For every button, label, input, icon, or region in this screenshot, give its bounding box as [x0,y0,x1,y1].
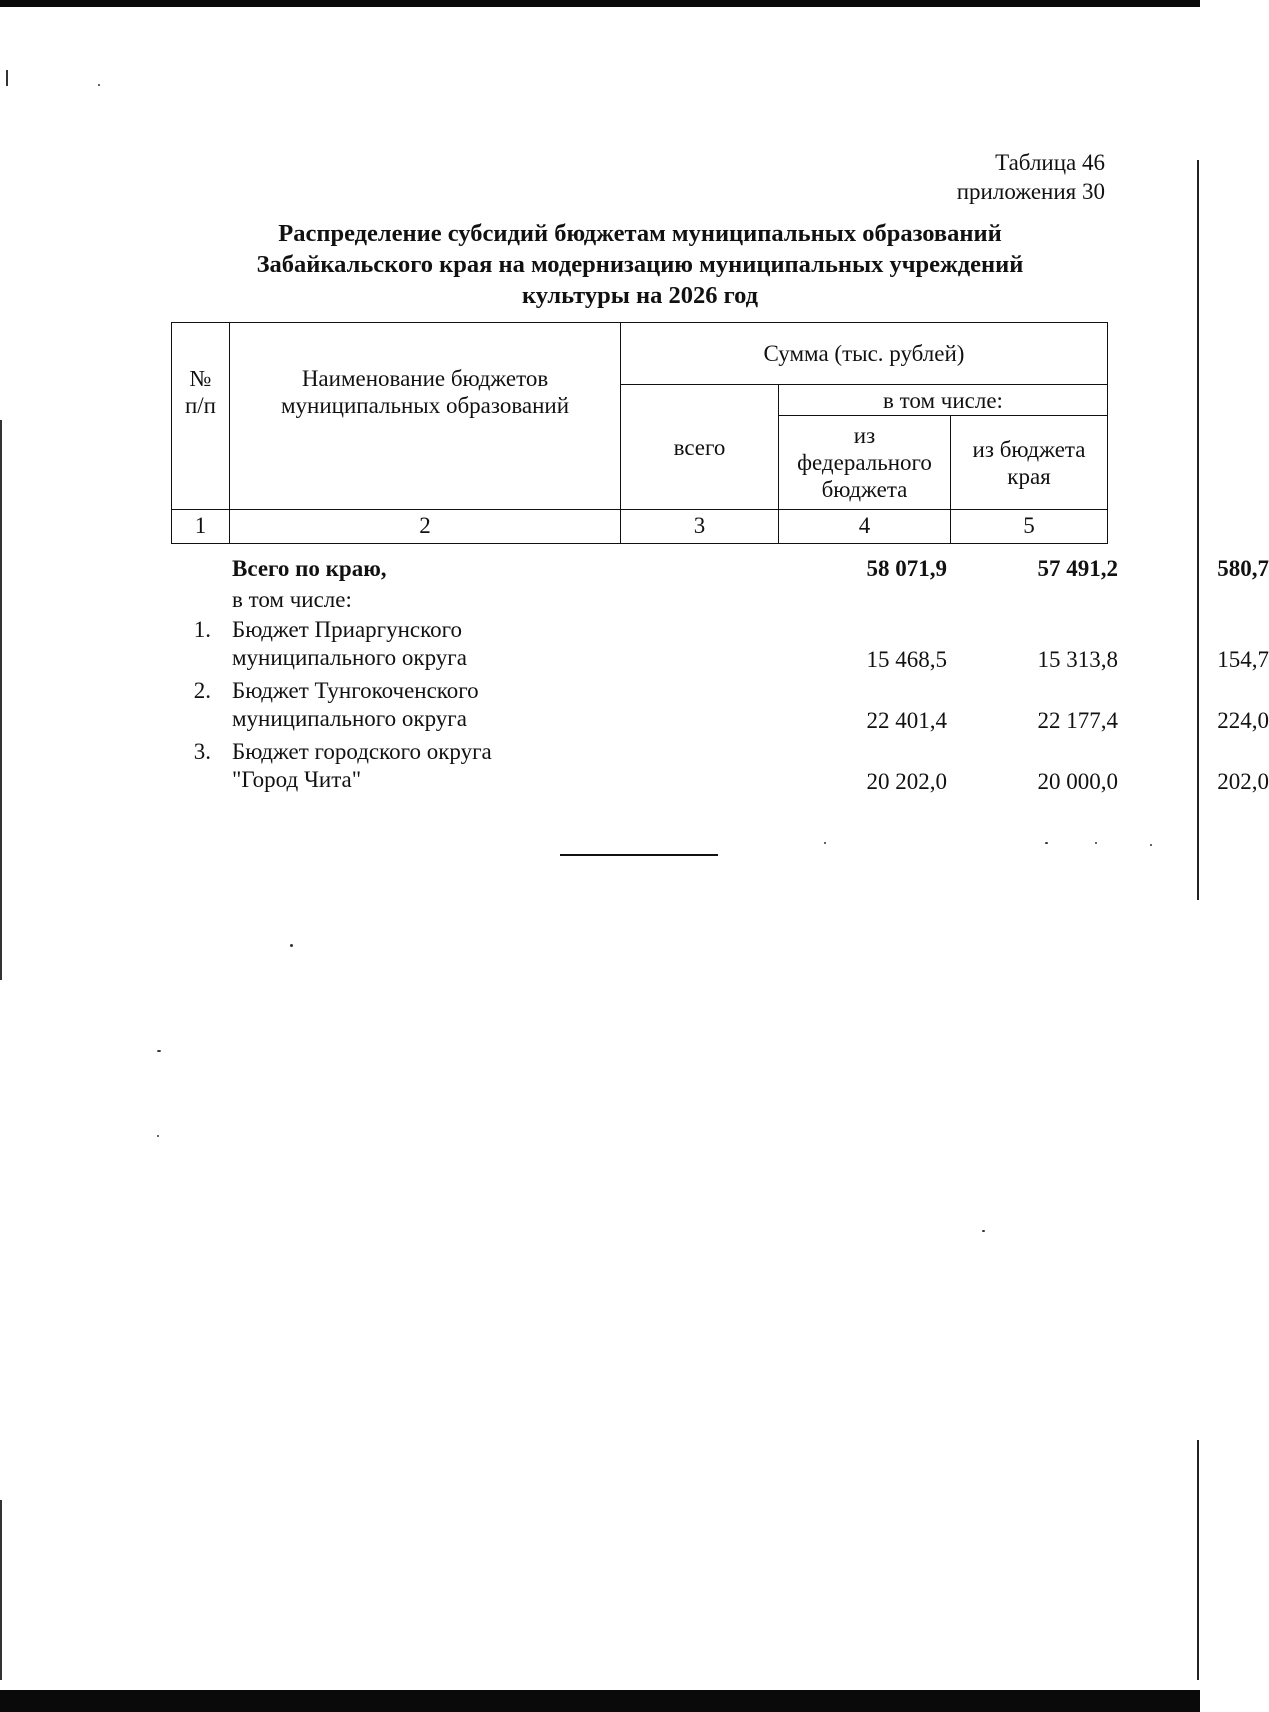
total-row-total: 58 071,9 [866,556,947,581]
row-index: 1. [193,617,211,642]
row-regional: 154,7 [1217,647,1269,672]
end-of-table-rule [560,854,718,856]
table-row [171,738,1269,796]
header-including: в том числе: [779,385,1108,416]
scan-top-edge [0,0,1200,7]
scan-speck [157,1135,159,1137]
column-number: 5 [951,509,1108,543]
row-name [232,616,622,672]
row-federal: 22 177,4 [1037,708,1118,733]
row-name-line: Бюджет Тунгокоченского [232,678,479,703]
header-col-name [230,323,621,510]
scan-left-edge [0,420,2,980]
table-row [171,616,1269,674]
total-row-label: Всего по краю, [232,556,387,581]
title-line: Распределение субсидий бюджетам муниципальных образований [278,220,1002,247]
column-number: 1 [172,509,230,543]
total-row-regional: 580,7 [1217,556,1269,581]
title-line: культуры на 2026 год [521,282,759,309]
row-total: 15 468,5 [866,647,947,672]
header-text: из [853,423,876,449]
header-text: бюджета [821,477,908,503]
header-col-total: всего [621,385,779,510]
row-name [232,677,622,733]
table-header [171,322,1108,544]
scan-speck [1095,842,1097,844]
row-federal: 20 000,0 [1037,769,1118,794]
header-text: Наименование бюджетов [301,366,549,391]
title-line: Забайкальского края на модернизацию муниципальных учреждений [256,251,1024,278]
scan-speck [157,1050,161,1052]
row-name-line: муниципального округа [232,645,467,670]
table-row [171,677,1269,735]
row-name-line: Бюджет Приаргунского [232,617,462,642]
row-name [232,738,622,794]
row-name-line: муниципального округа [232,706,467,731]
header-col-regional [951,416,1108,509]
including-row [171,586,1107,616]
appendix-number: приложения 30 [956,179,1105,204]
scan-speck [290,944,293,947]
header-text: федерального [797,450,932,476]
scan-speck [1150,844,1152,846]
including-label: в том числе: [232,587,352,612]
header-text: края [1007,463,1051,489]
scan-speck [6,70,8,86]
row-federal: 15 313,8 [1037,647,1118,672]
document-title [160,218,1120,311]
row-name-line: Бюджет городского округа [232,739,492,764]
row-regional: 224,0 [1217,708,1269,733]
header-text: п/п [184,393,216,418]
scan-bottom-edge [0,1690,1200,1712]
scan-left-edge-lower [0,1500,2,1680]
header-text: из бюджета [972,436,1086,462]
total-row [171,555,1269,585]
scan-speck [1045,842,1048,844]
header-text: муниципальных образований [280,393,570,418]
row-index: 3. [193,739,211,764]
header-col-federal [779,416,951,509]
total-row-federal: 57 491,2 [1037,556,1118,581]
header-sum-group: Сумма (тыс. рублей) [621,323,1108,385]
scan-speck [824,842,826,844]
table-number: Таблица 46 [995,150,1105,175]
header-text: № [189,366,212,391]
scan-speck [98,84,100,86]
header-col-number [172,323,230,510]
scan-speck [982,1230,985,1232]
column-number: 3 [621,509,779,543]
table-reference [800,148,1105,206]
row-regional: 202,0 [1217,769,1269,794]
row-total: 20 202,0 [866,769,947,794]
row-total: 22 401,4 [866,708,947,733]
column-number: 4 [779,509,951,543]
column-number: 2 [230,509,621,543]
row-index: 2. [193,678,211,703]
scan-right-edge-lower [1197,1440,1199,1680]
row-name-line: "Город Чита" [232,767,362,792]
